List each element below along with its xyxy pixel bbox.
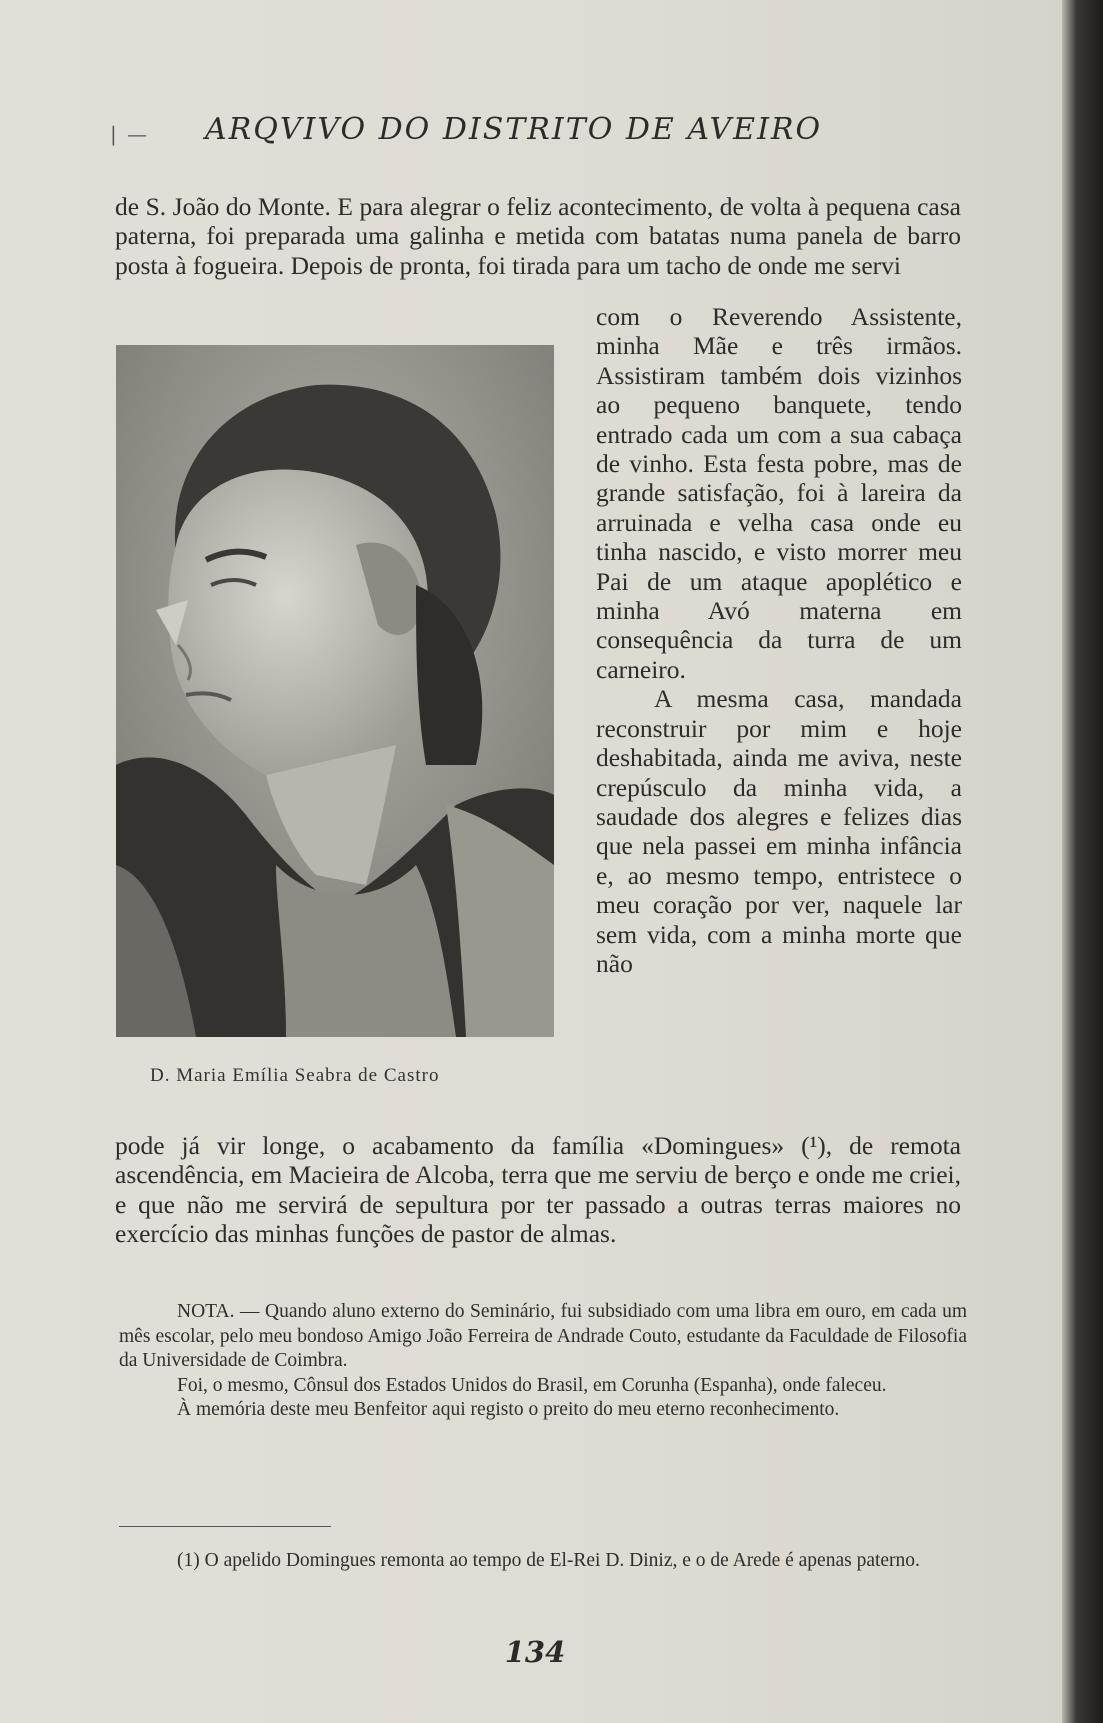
note-paragraph-3: À memória deste meu Benfeitor aqui registo o preito do meu eterno reconhecimento. bbox=[177, 1399, 840, 1420]
portrait-photo bbox=[116, 345, 554, 1037]
paragraph-bottom-text: pode já vir longe, o acabamento da família «Domingues» (¹), de remota ascendência, em Macieira de Alcoba, terra que me serviu de berço e onde me criei, e que não me servirá de sepultura por ter passado a outras terras maiores no exercício das minhas funções de pastor de almas. bbox=[115, 1131, 961, 1249]
photo-caption: D. Maria Emília Seabra de Castro bbox=[150, 1065, 440, 1086]
portrait-illustration bbox=[116, 345, 554, 1037]
author-note bbox=[119, 1300, 967, 1423]
text-column-right bbox=[596, 302, 962, 978]
column-paragraph-2: A mesma casa, mandada reconstruir por mim e hoje deshabitada, ainda me aviva, neste crepúsculo da minha vida, a saudade dos alegres e felizes dias que nela passei em minha infância e, ao mesmo tempo, entristece o meu coração por ver, naquele lar sem vida, com a minha morte que não bbox=[596, 684, 962, 978]
running-header bbox=[110, 112, 870, 152]
body-paragraph-bottom bbox=[115, 1131, 961, 1249]
footnote-separator bbox=[119, 1526, 331, 1527]
body-paragraph-top bbox=[115, 192, 961, 280]
page-number: 134 bbox=[504, 1635, 566, 1669]
note-paragraph-1: NOTA. — Quando aluno externo do Seminário, fui subsidiado com uma libra em ouro, em cada um mês escolar, pelo meu bondoso Amigo João Ferreira de Andrade Couto, estudante da Faculdade de Filosofia da Universidade de Coimbra. bbox=[119, 1301, 967, 1371]
footnote: (1) O apelido Domingues remonta ao tempo de El-Rei D. Diniz, e o de Arede é apenas paterno. bbox=[177, 1550, 920, 1571]
header-mark: | — bbox=[110, 122, 150, 146]
book-gutter-shadow bbox=[1062, 0, 1103, 1723]
column-paragraph-1: com o Reverendo Assistente, minha Mãe e três irmãos. Assistiram também dois vizinhos ao pequeno banquete, tendo entrado cada um com a sua cabaça de vinho. Esta festa pobre, mas de grande satisfação, foi à lareira da arruinada e velha casa onde eu tinha nascido, e visto morrer meu Pai de um ataque apoplético e minha Avó materna em consequência da turra de um carneiro. bbox=[596, 302, 962, 684]
paragraph-top-text: de S. João do Monte. E para alegrar o feliz acontecimento, de volta à pequena casa paterna, foi preparada uma galinha e metida com batatas numa panela de barro posta à fogueira. Depois de pronta, foi tirada para um tacho de onde me servi bbox=[115, 192, 961, 280]
note-paragraph-2: Foi, o mesmo, Cônsul dos Estados Unidos do Brasil, em Corunha (Espanha), onde faleceu. bbox=[177, 1374, 887, 1396]
journal-title: ARQVIVO DO DISTRITO DE AVEIRO bbox=[205, 112, 823, 147]
